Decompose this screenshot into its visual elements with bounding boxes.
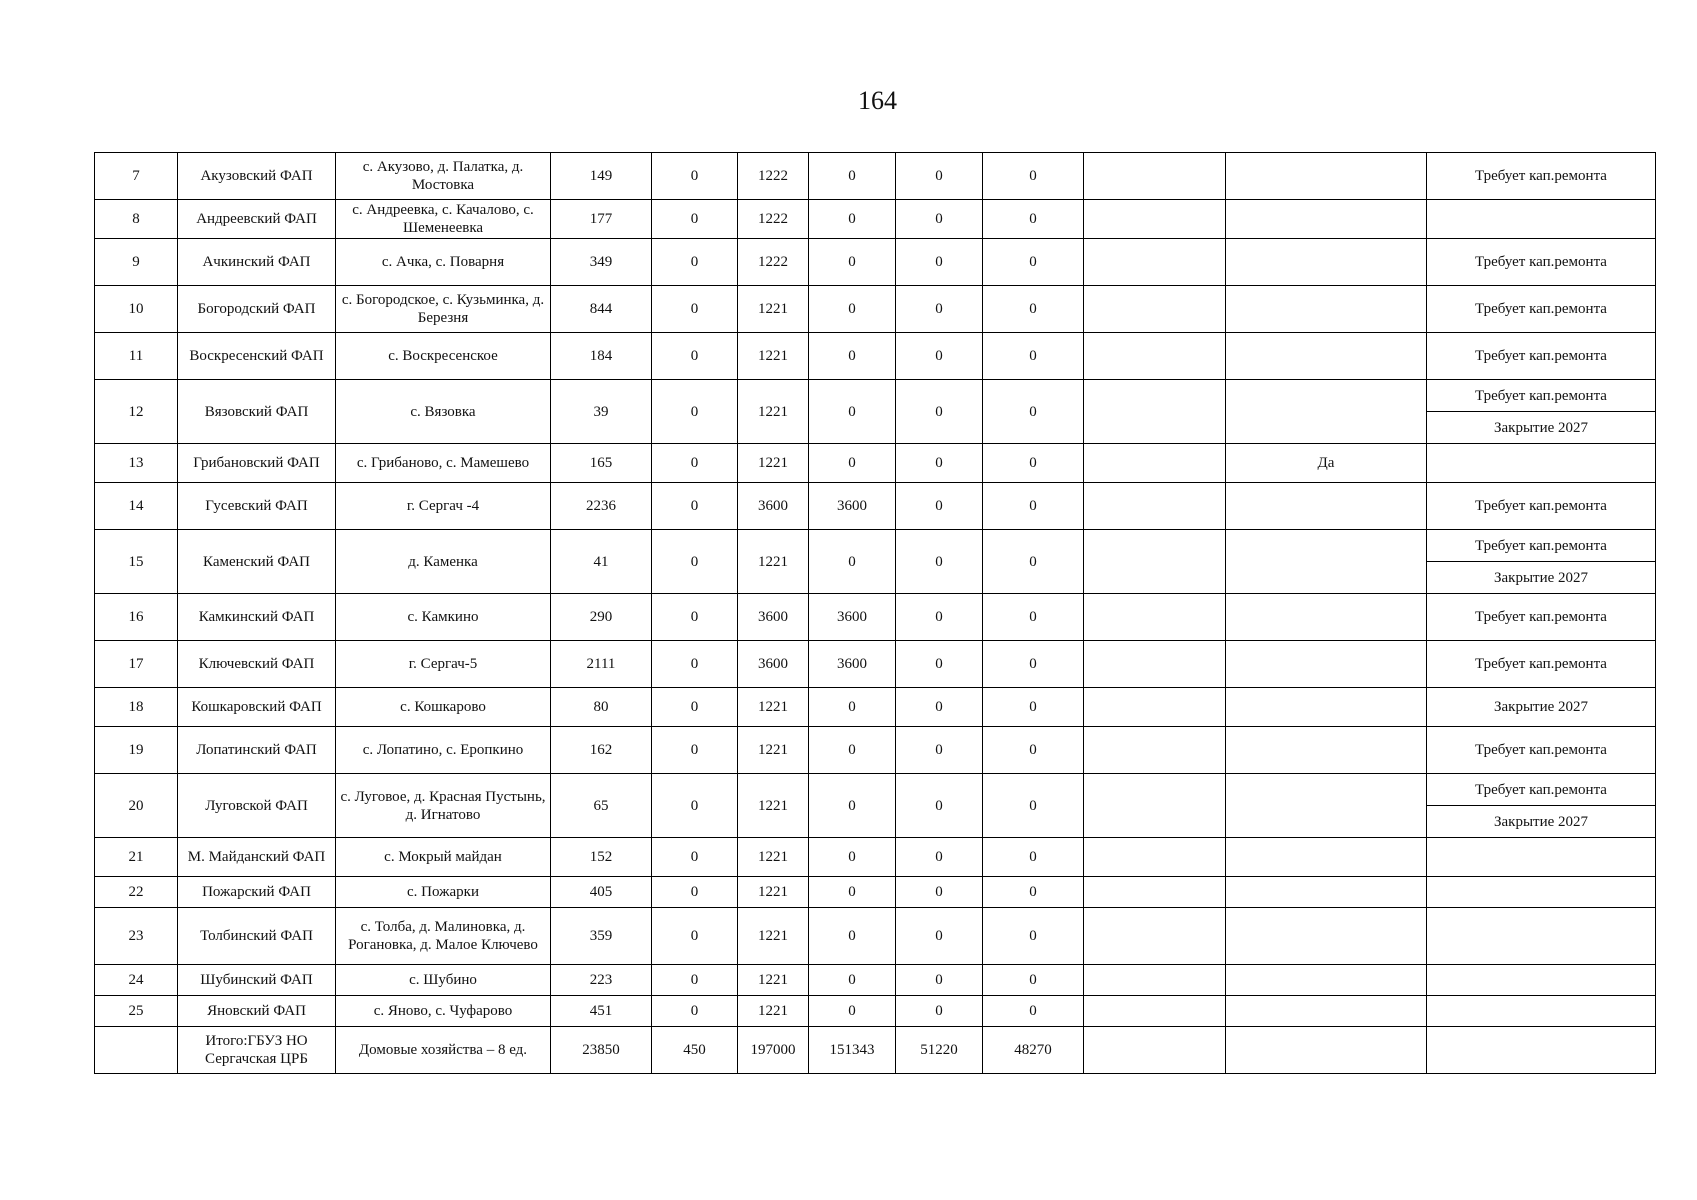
col-11-value [1226,530,1427,594]
row-number: 13 [95,444,178,483]
col-11-value [1226,727,1427,774]
col-5-value: 0 [652,727,738,774]
col-8-value: 0 [896,838,983,877]
col-9-value: 0 [983,727,1084,774]
table-row [95,774,1656,806]
col-11-value [1226,1027,1427,1074]
status-note: Требует кап.ремонта [1427,594,1656,641]
service-area: с. Пожарки [336,877,551,908]
col-5-value: 0 [652,965,738,996]
col-6-value: 1222 [738,200,809,239]
service-area: д. Каменка [336,530,551,594]
col-8-value: 0 [896,688,983,727]
facility-name: М. Майданский ФАП [178,838,336,877]
col-5-value: 0 [652,594,738,641]
col-9-value: 0 [983,838,1084,877]
col-8-value: 0 [896,444,983,483]
col-8-value: 0 [896,996,983,1027]
col-7-value: 0 [809,908,896,965]
col-4-value: 177 [551,200,652,239]
col-8-value: 0 [896,153,983,200]
row-number: 7 [95,153,178,200]
service-area: Домовые хозяйства – 8 ед. [336,1027,551,1074]
col-6-value: 1221 [738,727,809,774]
col-5-value: 0 [652,380,738,444]
status-note [1427,996,1656,1027]
status-note: Требует кап.ремонта [1427,286,1656,333]
col-8-value: 0 [896,200,983,239]
col-9-value: 0 [983,594,1084,641]
status-note: Требует кап.ремонта [1427,333,1656,380]
col-6-value: 1222 [738,153,809,200]
table-row [95,286,1656,333]
col-4-value: 844 [551,286,652,333]
col-7-value: 3600 [809,594,896,641]
table-row [95,641,1656,688]
facility-name: Итого:ГБУЗ НО Сергачская ЦРБ [178,1027,336,1074]
status-note: Требует кап.ремонта [1427,153,1656,200]
facility-name: Ачкинский ФАП [178,239,336,286]
status-note: Требует кап.ремонта [1427,380,1656,412]
facility-name: Лопатинский ФАП [178,727,336,774]
table-row [95,239,1656,286]
col-6-value: 1221 [738,380,809,444]
col-5-value: 0 [652,996,738,1027]
status-note: Требует кап.ремонта [1427,641,1656,688]
col-10-value [1084,641,1226,688]
col-10-value [1084,483,1226,530]
row-number: 23 [95,908,178,965]
col-4-value: 149 [551,153,652,200]
row-number: 9 [95,239,178,286]
col-11-value [1226,380,1427,444]
col-6-value: 1221 [738,530,809,594]
col-4-value: 349 [551,239,652,286]
col-10-value [1084,727,1226,774]
facility-name: Шубинский ФАП [178,965,336,996]
col-11-value: Да [1226,444,1427,483]
service-area: с. Ачка, с. Поварня [336,239,551,286]
col-4-value: 152 [551,838,652,877]
table-row [95,333,1656,380]
status-note [1427,838,1656,877]
table-row [95,877,1656,908]
col-4-value: 65 [551,774,652,838]
col-11-value [1226,594,1427,641]
col-8-value: 0 [896,965,983,996]
service-area: г. Сергач-5 [336,641,551,688]
col-6-value: 197000 [738,1027,809,1074]
col-10-value [1084,594,1226,641]
col-4-value: 39 [551,380,652,444]
col-4-value: 359 [551,908,652,965]
col-7-value: 0 [809,444,896,483]
service-area: с. Грибаново, с. Мамешево [336,444,551,483]
col-8-value: 0 [896,641,983,688]
row-number: 17 [95,641,178,688]
service-area: с. Акузово, д. Палатка, д. Мостовка [336,153,551,200]
facility-name: Богородский ФАП [178,286,336,333]
col-10-value [1084,774,1226,838]
col-6-value: 3600 [738,483,809,530]
col-8-value: 0 [896,727,983,774]
col-7-value: 0 [809,153,896,200]
service-area: с. Луговое, д. Красная Пустынь, д. Игнатово [336,774,551,838]
col-7-value: 0 [809,239,896,286]
col-7-value: 0 [809,727,896,774]
service-area: с. Кошкарово [336,688,551,727]
table-row [95,688,1656,727]
row-number: 25 [95,996,178,1027]
table-row [95,838,1656,877]
col-11-value [1226,333,1427,380]
row-number: 12 [95,380,178,444]
col-8-value: 0 [896,594,983,641]
col-7-value: 0 [809,996,896,1027]
col-7-value: 0 [809,965,896,996]
col-6-value: 1221 [738,774,809,838]
col-7-value: 0 [809,200,896,239]
service-area: с. Шубино [336,965,551,996]
col-10-value [1084,239,1226,286]
col-7-value: 151343 [809,1027,896,1074]
status-note [1427,965,1656,996]
col-11-value [1226,965,1427,996]
col-9-value: 0 [983,965,1084,996]
facility-name: Воскресенский ФАП [178,333,336,380]
status-note [1427,1027,1656,1074]
status-note [1427,908,1656,965]
facility-name: Луговской ФАП [178,774,336,838]
service-area: г. Сергач -4 [336,483,551,530]
col-9-value: 0 [983,774,1084,838]
table-row [95,1027,1656,1074]
table-row [95,594,1656,641]
row-number: 14 [95,483,178,530]
col-9-value: 0 [983,200,1084,239]
status-note [1427,444,1656,483]
col-7-value: 3600 [809,641,896,688]
col-4-value: 2111 [551,641,652,688]
col-6-value: 3600 [738,594,809,641]
col-7-value: 0 [809,333,896,380]
table-row [95,200,1656,239]
col-9-value: 0 [983,444,1084,483]
col-10-value [1084,380,1226,444]
col-7-value: 0 [809,380,896,444]
facilities-table [94,152,1656,1074]
col-8-value: 0 [896,877,983,908]
table-body [95,153,1656,1074]
col-4-value: 41 [551,530,652,594]
col-5-value: 0 [652,200,738,239]
col-6-value: 1222 [738,239,809,286]
col-9-value: 0 [983,908,1084,965]
col-9-value: 0 [983,380,1084,444]
col-4-value: 184 [551,333,652,380]
col-5-value: 0 [652,838,738,877]
col-10-value [1084,965,1226,996]
col-5-value: 0 [652,688,738,727]
col-11-value [1226,239,1427,286]
col-4-value: 405 [551,877,652,908]
col-5-value: 450 [652,1027,738,1074]
col-11-value [1226,838,1427,877]
col-5-value: 0 [652,444,738,483]
col-6-value: 1221 [738,877,809,908]
col-4-value: 162 [551,727,652,774]
col-6-value: 1221 [738,444,809,483]
facility-name: Грибановский ФАП [178,444,336,483]
col-7-value: 0 [809,877,896,908]
col-7-value: 3600 [809,483,896,530]
facility-name: Толбинский ФАП [178,908,336,965]
col-10-value [1084,996,1226,1027]
col-6-value: 1221 [738,996,809,1027]
col-9-value: 0 [983,483,1084,530]
col-6-value: 1221 [738,965,809,996]
col-11-value [1226,153,1427,200]
service-area: с. Толба, д. Малиновка, д. Рогановка, д. Малое Ключево [336,908,551,965]
col-5-value: 0 [652,483,738,530]
col-9-value: 0 [983,641,1084,688]
col-4-value: 80 [551,688,652,727]
row-number: 19 [95,727,178,774]
status-note: Закрытие 2027 [1427,688,1656,727]
col-8-value: 0 [896,333,983,380]
status-note: Закрытие 2027 [1427,412,1656,444]
col-4-value: 223 [551,965,652,996]
row-number: 20 [95,774,178,838]
col-11-value [1226,200,1427,239]
col-10-value [1084,1027,1226,1074]
service-area: с. Богородское, с. Кузьминка, д. Березня [336,286,551,333]
table-row [95,530,1656,562]
status-note [1427,877,1656,908]
col-6-value: 1221 [738,286,809,333]
col-11-value [1226,483,1427,530]
col-10-value [1084,838,1226,877]
col-10-value [1084,530,1226,594]
status-note: Требует кап.ремонта [1427,774,1656,806]
status-note: Закрытие 2027 [1427,806,1656,838]
status-note: Требует кап.ремонта [1427,239,1656,286]
col-8-value: 0 [896,908,983,965]
table-row [95,483,1656,530]
row-number: 11 [95,333,178,380]
col-6-value: 1221 [738,838,809,877]
col-11-value [1226,996,1427,1027]
status-note: Закрытие 2027 [1427,562,1656,594]
row-number: 15 [95,530,178,594]
facility-name: Кошкаровский ФАП [178,688,336,727]
col-10-value [1084,688,1226,727]
service-area: с. Лопатино, с. Еропкино [336,727,551,774]
row-number: 16 [95,594,178,641]
row-number: 24 [95,965,178,996]
row-number [95,1027,178,1074]
col-5-value: 0 [652,153,738,200]
col-7-value: 0 [809,774,896,838]
status-note [1427,200,1656,239]
col-8-value: 0 [896,530,983,594]
status-note: Требует кап.ремонта [1427,530,1656,562]
col-7-value: 0 [809,688,896,727]
table-row [95,996,1656,1027]
status-note: Требует кап.ремонта [1427,727,1656,774]
facility-name: Вязовский ФАП [178,380,336,444]
col-10-value [1084,333,1226,380]
col-4-value: 23850 [551,1027,652,1074]
col-5-value: 0 [652,908,738,965]
col-10-value [1084,877,1226,908]
row-number: 21 [95,838,178,877]
col-5-value: 0 [652,530,738,594]
row-number: 18 [95,688,178,727]
col-11-value [1226,908,1427,965]
col-7-value: 0 [809,530,896,594]
col-8-value: 0 [896,239,983,286]
col-11-value [1226,774,1427,838]
facility-name: Гусевский ФАП [178,483,336,530]
col-9-value: 48270 [983,1027,1084,1074]
table-row [95,965,1656,996]
col-8-value: 51220 [896,1027,983,1074]
col-7-value: 0 [809,838,896,877]
col-4-value: 290 [551,594,652,641]
col-4-value: 2236 [551,483,652,530]
col-9-value: 0 [983,286,1084,333]
col-4-value: 165 [551,444,652,483]
facility-name: Каменский ФАП [178,530,336,594]
table-row [95,380,1656,412]
col-6-value: 1221 [738,908,809,965]
col-9-value: 0 [983,688,1084,727]
facility-name: Пожарский ФАП [178,877,336,908]
col-6-value: 1221 [738,333,809,380]
col-9-value: 0 [983,333,1084,380]
col-5-value: 0 [652,333,738,380]
col-10-value [1084,153,1226,200]
col-10-value [1084,908,1226,965]
row-number: 10 [95,286,178,333]
col-9-value: 0 [983,239,1084,286]
row-number: 8 [95,200,178,239]
col-8-value: 0 [896,380,983,444]
facility-name: Андреевский ФАП [178,200,336,239]
service-area: с. Воскресенское [336,333,551,380]
service-area: с. Камкино [336,594,551,641]
table-row [95,908,1656,965]
table-row [95,727,1656,774]
service-area: с. Яново, с. Чуфарово [336,996,551,1027]
facility-name: Акузовский ФАП [178,153,336,200]
col-6-value: 3600 [738,641,809,688]
col-9-value: 0 [983,996,1084,1027]
col-4-value: 451 [551,996,652,1027]
col-7-value: 0 [809,286,896,333]
col-9-value: 0 [983,530,1084,594]
facility-name: Яновский ФАП [178,996,336,1027]
col-5-value: 0 [652,774,738,838]
col-6-value: 1221 [738,688,809,727]
page-number: 164 [858,86,897,115]
col-11-value [1226,641,1427,688]
facility-name: Камкинский ФАП [178,594,336,641]
col-8-value: 0 [896,774,983,838]
col-5-value: 0 [652,877,738,908]
col-11-value [1226,877,1427,908]
row-number: 22 [95,877,178,908]
col-11-value [1226,286,1427,333]
table-row [95,444,1656,483]
service-area: с. Мокрый майдан [336,838,551,877]
service-area: с. Вязовка [336,380,551,444]
col-8-value: 0 [896,483,983,530]
col-9-value: 0 [983,153,1084,200]
status-note: Требует кап.ремонта [1427,483,1656,530]
col-5-value: 0 [652,286,738,333]
col-5-value: 0 [652,641,738,688]
col-10-value [1084,286,1226,333]
facility-name: Ключевский ФАП [178,641,336,688]
col-11-value [1226,688,1427,727]
service-area: с. Андреевка, с. Качалово, с. Шеменеевка [336,200,551,239]
col-9-value: 0 [983,877,1084,908]
col-5-value: 0 [652,239,738,286]
table-row [95,153,1656,200]
col-10-value [1084,200,1226,239]
col-10-value [1084,444,1226,483]
col-8-value: 0 [896,286,983,333]
